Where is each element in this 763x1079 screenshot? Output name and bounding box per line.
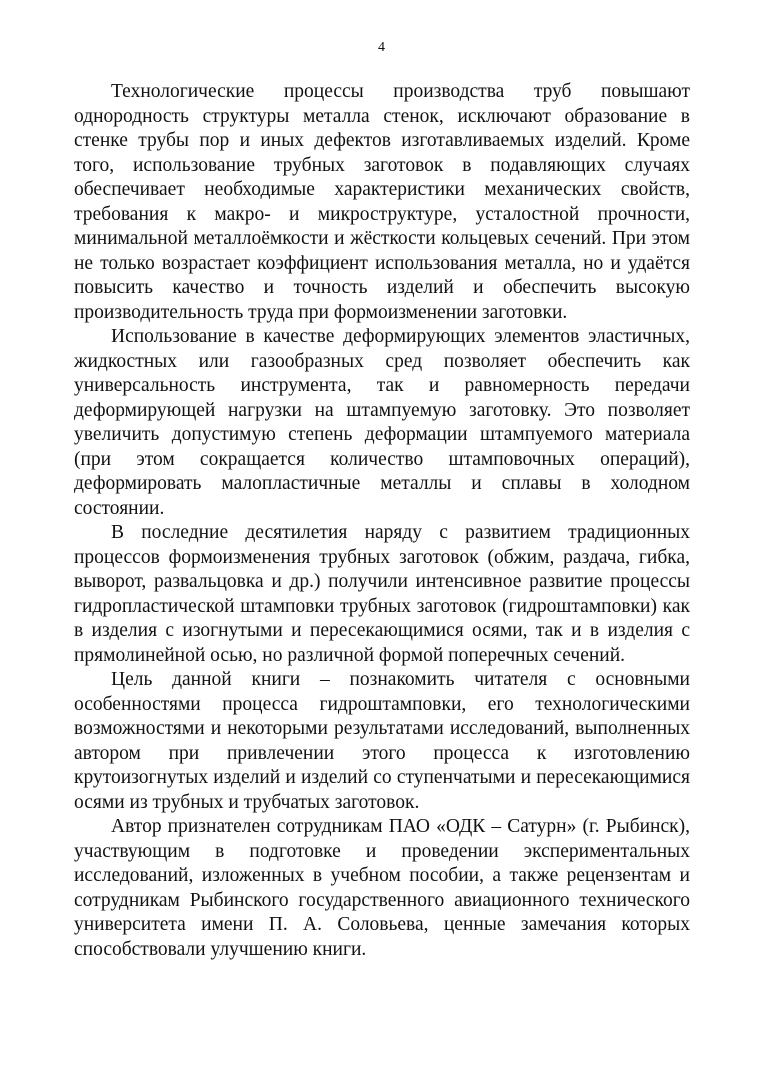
paragraph-deforming-media: Использование в качестве деформирующих элементов эластичных, жидкостных или газообразных сред позволяет обеспечить как универсальность инструмента, так и равномерность передачи деформирующей нагрузки на штампуемую заготовку. Это позволяет увеличить допустимую степень деформации штампуемого материала (при этом сокращается количество штамповочных операций), деформировать малопластичные металлы и сплавы в холодном состоянии. xyxy=(74,326,690,519)
paragraph-book-purpose: Цель данной книги – познакомить читателя с основными особенностями процесса гидроштамповки, его технологическими возможностями и некоторыми результатами исследований, выполненных автором при привлечении этого процесса к изготовлению крутоизогнутых изделий и изделий со ступенчатыми и пересекающимися осями из трубных и трубчатых заготовок. xyxy=(74,669,690,813)
paragraph-acknowledgements: Автор признателен сотрудникам ПАО «ОДК – Сатурн» (г. Рыбинск), участвующим в подготовке и проведении экспериментальных исследований, изложенных в учебном пособии, а также рецензентам и сотрудникам Рыбинского государственного авиационного технического университета имени П. А. Соловьева, ценные замечания которых способствовали улучшению книги. xyxy=(74,816,690,960)
paragraph-hydroforming-development: В последние десятилетия наряду с развитием традиционных процессов формоизменения трубных заготовок (обжим, раздача, гибка, выворот, развальцовка и др.) получили интенсивное развитие процессы гидропластической штамповки трубных заготовок (гидроштамповки) как в изделия с изогнутыми и пересекающимися осями, так и в изделия с прямолинейной осью, но различной формой поперечных сечений. xyxy=(74,522,690,666)
page-body xyxy=(74,80,690,962)
page-number: 4 xyxy=(378,40,385,55)
paragraph-tube-technologies: Технологические процессы производства труб повышают однородность структуры металла стенок, исключают образование в стенке трубы пор и иных дефектов изготавливаемых изделий. Кроме того, использование трубных заготовок в подавляющих случаях обеспечивает необходимые характеристики механических свойств, требования к макро- и микроструктуре, усталостной прочности, минимальной металлоёмкости и жёсткости кольцевых сечений. При этом не только возрастает коэффициент использования металла, но и удаётся повысить качество и точность изделий и обеспечить высокую производительность труда при формоизменении заготовки. xyxy=(74,81,690,323)
